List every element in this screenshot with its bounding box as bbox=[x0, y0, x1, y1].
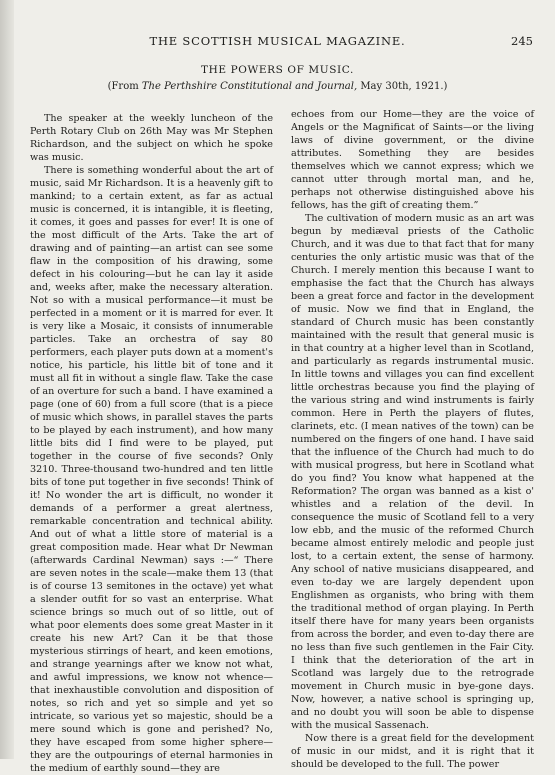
paragraph: There is something wonderful about the art of music, said Mr Richardson. It is a heavenly gift to mankind; to a certain extent, as far as actual music is concerned, it is intangible, it is fleeting, it comes, it goes and passes for ever! It is one of the most difficult of the Arts. Take the art of drawing and of painting—an artist can see some flaw in the composition of his drawing, some defect in his colouring—but he can lay it aside and, weeks after, make the necessary alteration. Not so with a musical performance—it must be perfected in a moment or it is marred for ever. It is very like a Mosaic, it consists of innumerable particles. Take an orchestra of say 80 performers, each player puts down at a moment's notice, his particle, his little bit of tone and it must all fit in without a single flaw. Take the case of an overture for such a band. I have examined a page (one of 60) from a full score (that is a piece of music which shows, in parallel staves the parts to be played by each instrument), and how many little bits did I find were to be played, put together in the course of five seconds? Only 3210. Three-thousand two-hundred and ten little bits of tone put together in five seconds! Think of it! No wonder the art is difficult, no wonder it demands of a performer a great alertness, remarkable concentration and technical ability. And out of what a little store of material is a great composition made. Hear what Dr Newman (afterwards Cardinal Newman) says :—“ There are seven notes in the scale—make them 13 (that is of course 13 semitones in the octave) yet what a slender outfit for so vast an enterprise. What science brings so much out of so little, out of what poor elements does some great Master in it create his new Art? Can it be that those mysterious stirrings of heart, and keen emotions, and strange yearnings after we know not what, and awful impressions, we know not whence—that inexhaustible convolution and disposition of notes, so rich and yet so simple and yet so intricate, so various yet so majestic, should be a mere sound which is gone and perished? No, they have escaped from some higher sphere—they are the outpourings of eternal harmonies in the medium of earthly sound—they are bbox=[30, 165, 273, 774]
page-gutter-shadow bbox=[0, 0, 14, 759]
paragraph: The speaker at the weekly luncheon of the Perth Rotary Club on 26th May was Mr Stephen Richardson, and the subject on which he spoke was music. bbox=[30, 113, 273, 163]
source-publication: The Perthshire Constitutional and Journal, bbox=[141, 81, 358, 92]
right-column bbox=[291, 108, 534, 771]
left-column bbox=[30, 108, 273, 775]
running-header bbox=[0, 34, 555, 48]
magazine-title: THE SCOTTISH MUSICAL MAGAZINE. bbox=[149, 34, 406, 48]
paragraph: echoes from our Home—they are the voice of Angels or the Magnificat of Saints—or the living laws of divine government, or the divine attributes. Something they are besides themselves which we cannot express; which we cannot utter through mortal man, and he, perhaps not otherwise distinguished above his fellows, has the gift of creating them.” bbox=[291, 109, 534, 211]
paragraph: Now there is a great field for the development of music in our midst, and it is right that it should be developed to the full. The power bbox=[291, 733, 534, 770]
article-source bbox=[0, 80, 555, 93]
paragraph: The cultivation of modern music as an art was begun by mediæval priests of the Catholic Church, and it was due to that fact that for many centuries the only artistic music was that of the Church. I merely mention this because I want to emphasise the fact that the Church has always been a great force and factor in the development of music. Now we find that in England, the standard of Church music has been constantly maintained with the result that general music is in that country at a higher level than in Scotland, and particularly as regards instrumental music. In little towns and villages you can find excellent little orchestras because you find the playing of the various string and wind instruments is fairly common. Here in Perth the players of flutes, clarinets, etc. (I mean natives of the town) can be numbered on the fingers of one hand. I have said that the influence of the Church had much to do with musical progress, but here in Scotland what do you find? You know what happened at the Reformation? The organ was banned as a kist o' whistles and a relation of the devil. In consequence the music of Scotland fell to a very low ebb, and the music of the reformed Church became almost entirely melodic and people just lost, to a certain extent, the sense of harmony. Any school of native musicians disappeared, and even to-day we are largely dependent upon Englishmen as organists, who bring with them the traditional method of organ playing. In Perth itself there have for many years been organists from across the border, and even to-day there are no less than five such gentlemen in the Fair City. I think that the deterioration of the art in Scotland was largely due to the retrograde movement in Church music in bye-gone days. Now, however, a native school is springing up, and no doubt you will soon be able to dispense with the musical Sassenach. bbox=[291, 213, 534, 731]
source-date: May 30th, 1921.) bbox=[357, 81, 448, 92]
source-prefix: (From bbox=[107, 81, 142, 92]
page-number: 245 bbox=[511, 34, 533, 48]
article-title: THE POWERS OF MUSIC. bbox=[201, 64, 354, 76]
